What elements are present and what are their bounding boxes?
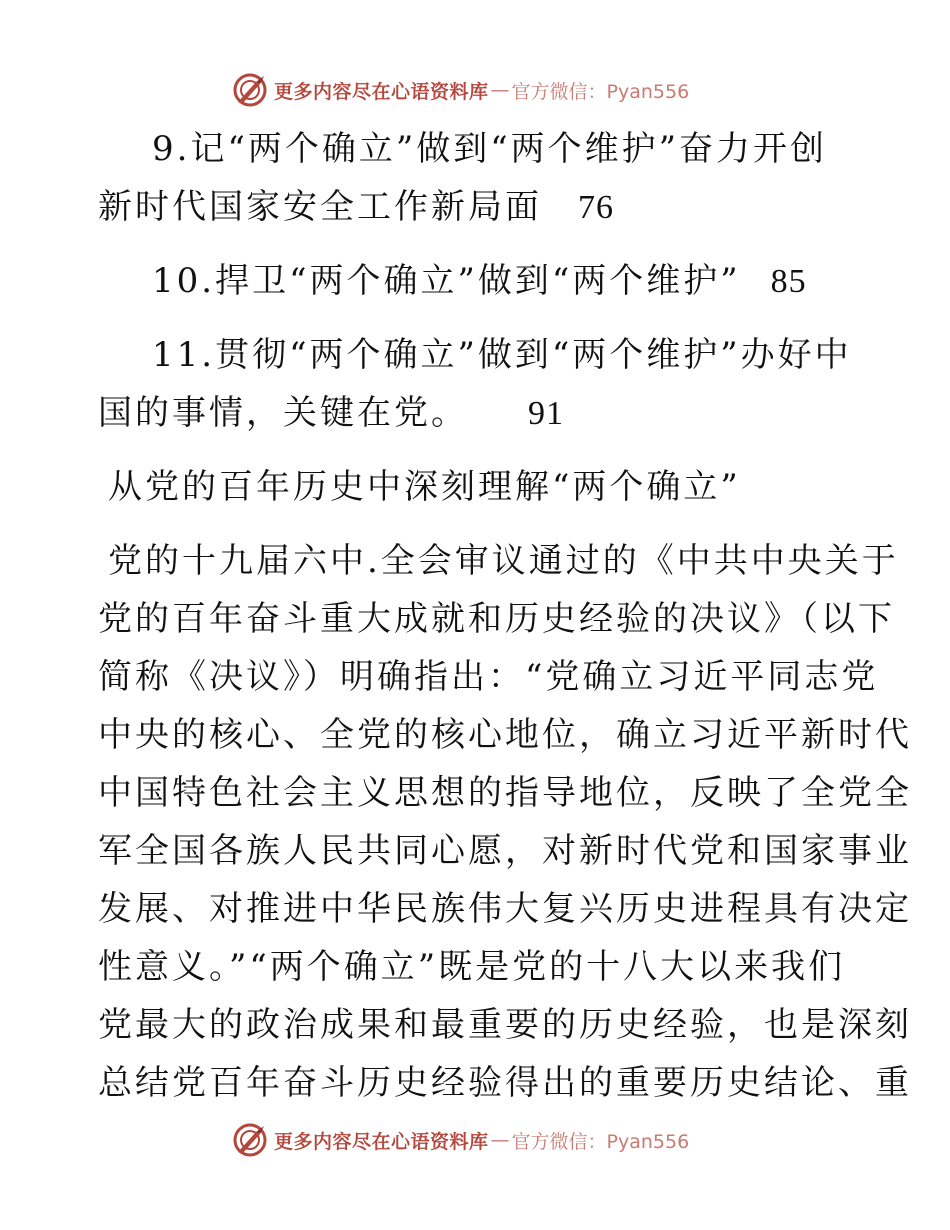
brand-text: 更多内容尽在心语资料库 bbox=[274, 80, 489, 103]
body-line: 党的百年奋斗重大成就和历史经验的决议》（以下 bbox=[98, 599, 895, 639]
toc-entry-9 bbox=[98, 120, 850, 236]
toc-page-number: 91 bbox=[528, 395, 564, 432]
toc-entry-text: 10.捍卫“两个确立”做到“两个维护” 85 bbox=[152, 261, 807, 301]
toc-page-number: 85 bbox=[770, 263, 807, 300]
body-line: 中央的核心、全党的核心地位，确立习近平新时代 bbox=[98, 715, 912, 755]
toc-entry-text-continued: 国的事情，关键在党。 91 bbox=[98, 393, 564, 433]
footer-banner bbox=[232, 1120, 689, 1160]
body-line: 中国特色社会主义思想的指导地位，反映了全党全 bbox=[98, 773, 912, 813]
body-line: 简称《决议》）明确指出：“党确立习近平同志党 bbox=[98, 657, 879, 697]
section-title: 从党的百年历史中深刻理解“两个确立” bbox=[108, 467, 741, 507]
body-line: 发展、对推进中华民族伟大复兴历史进程具有决定 bbox=[98, 889, 912, 929]
body-paragraph bbox=[98, 532, 912, 1112]
toc-page-number: 76 bbox=[578, 189, 614, 226]
toc-entry-11 bbox=[98, 326, 850, 442]
banner-separator: — bbox=[490, 1129, 510, 1151]
toc-entry-text: 9.记“两个确立”做到“两个维护”奋力开创 bbox=[152, 129, 827, 169]
body-line: 党的十九届六中.全会审议通过的《中共中央关于 bbox=[108, 541, 899, 581]
quill-logo-icon bbox=[232, 1122, 268, 1158]
body-line: 总结党百年奋斗历史经验得出的重要历史结论、重 bbox=[98, 1063, 912, 1103]
wechat-text: 官方微信：Pyan556 bbox=[511, 1130, 690, 1153]
toc-entry-text-continued: 新时代国家安全工作新局面 76 bbox=[98, 187, 614, 227]
toc-entry-text: 11.贯彻“两个确立”做到“两个维护”办好中 bbox=[152, 335, 852, 375]
body-line: 军全国各族人民共同心愿，对新时代党和国家事业 bbox=[98, 831, 912, 871]
toc-entry-10 bbox=[98, 252, 850, 310]
document-body bbox=[98, 120, 912, 1112]
quill-logo-icon bbox=[232, 72, 268, 108]
brand-text: 更多内容尽在心语资料库 bbox=[274, 1130, 489, 1153]
wechat-text: 官方微信：Pyan556 bbox=[511, 80, 690, 103]
body-line: 党最大的政治成果和最重要的历史经验，也是深刻 bbox=[98, 1005, 912, 1045]
header-banner bbox=[232, 70, 689, 110]
body-line: 性意义。”“两个确立”既是党的十八大以来我们 bbox=[98, 947, 846, 987]
banner-separator: — bbox=[490, 79, 510, 101]
